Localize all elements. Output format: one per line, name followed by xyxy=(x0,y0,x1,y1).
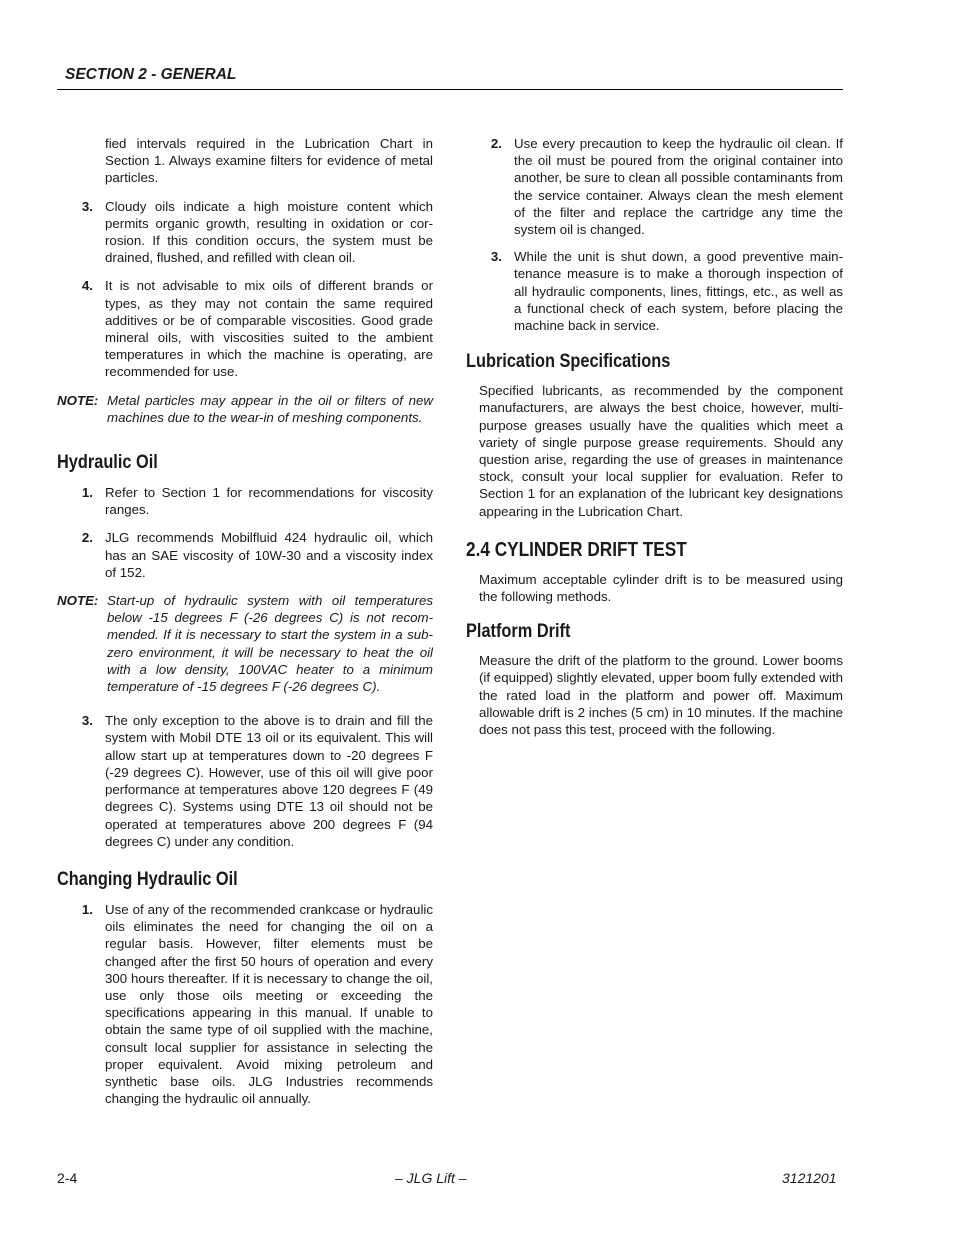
list-item xyxy=(57,484,433,518)
list-item-text: While the unit is shut down, a good preventive maintenance measure is to make a thorough inspection of all hydraulic components, lines, fittings, etc., as well as a functional check of each system, before placing the machine back in service. xyxy=(514,249,843,334)
list-item-number: 3. xyxy=(81,713,93,729)
list-item-text: Refer to Section 1 for recommendations for viscosity ranges. xyxy=(105,485,433,518)
lubrication-paragraph: Specified lubricants, as recommended by the component manufacturers, are always the best choice, however, multi-purpose greases usually have the qualities which meet a variety of single purpose grease requirements. Should any question arise, regarding the use of greases in maintenance stock, consult your local supplier for evaluation. Refer to Section 1 for an explanation of the lubricant key designations appearing in the Lubrication Chart. xyxy=(479,383,843,519)
list-item xyxy=(57,901,433,1107)
note-text: Metal particles may appear in the oil or filters of new machines due to the wear-in of meshing components. xyxy=(107,392,433,425)
list-item xyxy=(57,198,433,267)
note xyxy=(57,592,433,695)
heading-section-2-4: 2.4 CYLINDER DRIFT TEST xyxy=(466,538,687,561)
document-number: 3121201 xyxy=(782,1170,837,1186)
right-column xyxy=(466,135,843,738)
list-item-number: 2. xyxy=(81,530,93,546)
list-item-number: 2. xyxy=(490,136,502,151)
list-item-text: Use of any of the recommended crankcase or hydraulic oils eliminates the need for changing the oil on a regular basis. However, filter elements must be changed after the first 50 hours of operation and every 300 hours thereafter. If it is necessary to change the oil, use only those oils meeting or exceeding the specifications appearing in this manual. If unable to obtain the same type of oil supplied with the machine, consult local supplier for assistance in selecting the proper equivalent. Avoid mixing petroleum and synthetic base oils. JLG Industries recommends changing the hydraulic oil annually. xyxy=(105,901,433,1107)
footer-publisher: – JLG Lift – xyxy=(395,1170,467,1186)
heading-hydraulic-oil: Hydraulic Oil xyxy=(57,452,158,474)
list-item xyxy=(57,712,433,850)
note-label: NOTE: xyxy=(57,392,99,408)
list-item xyxy=(57,277,433,380)
list-item xyxy=(466,135,843,238)
note xyxy=(57,392,433,426)
heading-lubrication-specifications: Lubrication Specifications xyxy=(466,351,671,373)
list-item xyxy=(57,529,433,581)
continued-paragraph: fied intervals required in the Lubrication Chart in Section 1. Always examine filters for evidence of metal particles. xyxy=(105,136,433,186)
list-item-text: JLG recommends Mobilfluid 424 hydraulic oil, which has an SAE viscosity of 10W-30 and a viscosity index of 152. xyxy=(105,530,433,580)
page-number: 2-4 xyxy=(57,1170,78,1186)
list-item-number: 1. xyxy=(81,901,93,917)
header-rule xyxy=(57,89,843,90)
list-item-text: It is not advisable to mix oils of different brands or types, as they may not contain the same required additives or be of comparable viscosities. Good grade mineral oils, with viscosities suited to the ambient temperatures in which the machine is operating, are recommended for use. xyxy=(105,278,433,380)
note-label: NOTE: xyxy=(57,593,99,609)
list-item-number: 3. xyxy=(490,249,502,265)
list-item-number: 3. xyxy=(81,198,93,214)
list-item-text: Use every precaution to keep the hydraulic oil clean. If the oil must be poured from the original container into another, be sure to clean all possible contaminants from the service container. Always clean the mesh element of the filter and replace the cartridge any time the system oil is changed. xyxy=(514,136,843,238)
list-item xyxy=(466,248,843,334)
heading-changing-hydraulic-oil: Changing Hydraulic Oil xyxy=(57,868,238,890)
list-item-number: 4. xyxy=(81,278,93,294)
cylinder-drift-paragraph: Maximum acceptable cylinder drift is to be measured using the following methods. xyxy=(479,571,843,605)
list-item-number: 1. xyxy=(81,485,93,501)
heading-platform-drift: Platform Drift xyxy=(466,621,571,643)
section-header-title: SECTION 2 - GENERAL xyxy=(65,66,237,83)
list-item-text: Cloudy oils indicate a high moisture content which permits organic growth, resulting in oxidation or corrosion. If this condition occurs, the system must be drained, flushed, and refilled with clean oil. xyxy=(105,198,433,266)
list-item-text: The only exception to the above is to drain and fill the system with Mobil DTE 13 oil or its equivalent. This will allow start up at temperatures down to -20 degrees F (-29 degrees C). However, use of this oil will give poor performance at temperatures above 120 degrees F (49 degrees C). Systems using DTE 13 oil should not be operated at temperatures above 200 degrees F (94 degrees C) under any condition. xyxy=(105,713,433,849)
platform-drift-paragraph: Measure the drift of the platform to the ground. Lower booms (if equipped) slightly elevated, upper boom fully extended with the rated load in the platform and power off. Maximum allowable drift is 2 inches (5 cm) in 10 minutes. If the machine does not pass this test, proceed with the following. xyxy=(479,653,843,738)
left-column xyxy=(57,135,433,1107)
note-text: Start-up of hydraulic system with oil temperatures below -15 degrees F (-26 degrees C) is not recommended. If it is necessary to start the system in a sub-zero environment, it will be necessary to heat the oil with a low density, 100VAC heater to a minimum temperature of -15 degrees F (-26 degrees C). xyxy=(107,593,433,695)
